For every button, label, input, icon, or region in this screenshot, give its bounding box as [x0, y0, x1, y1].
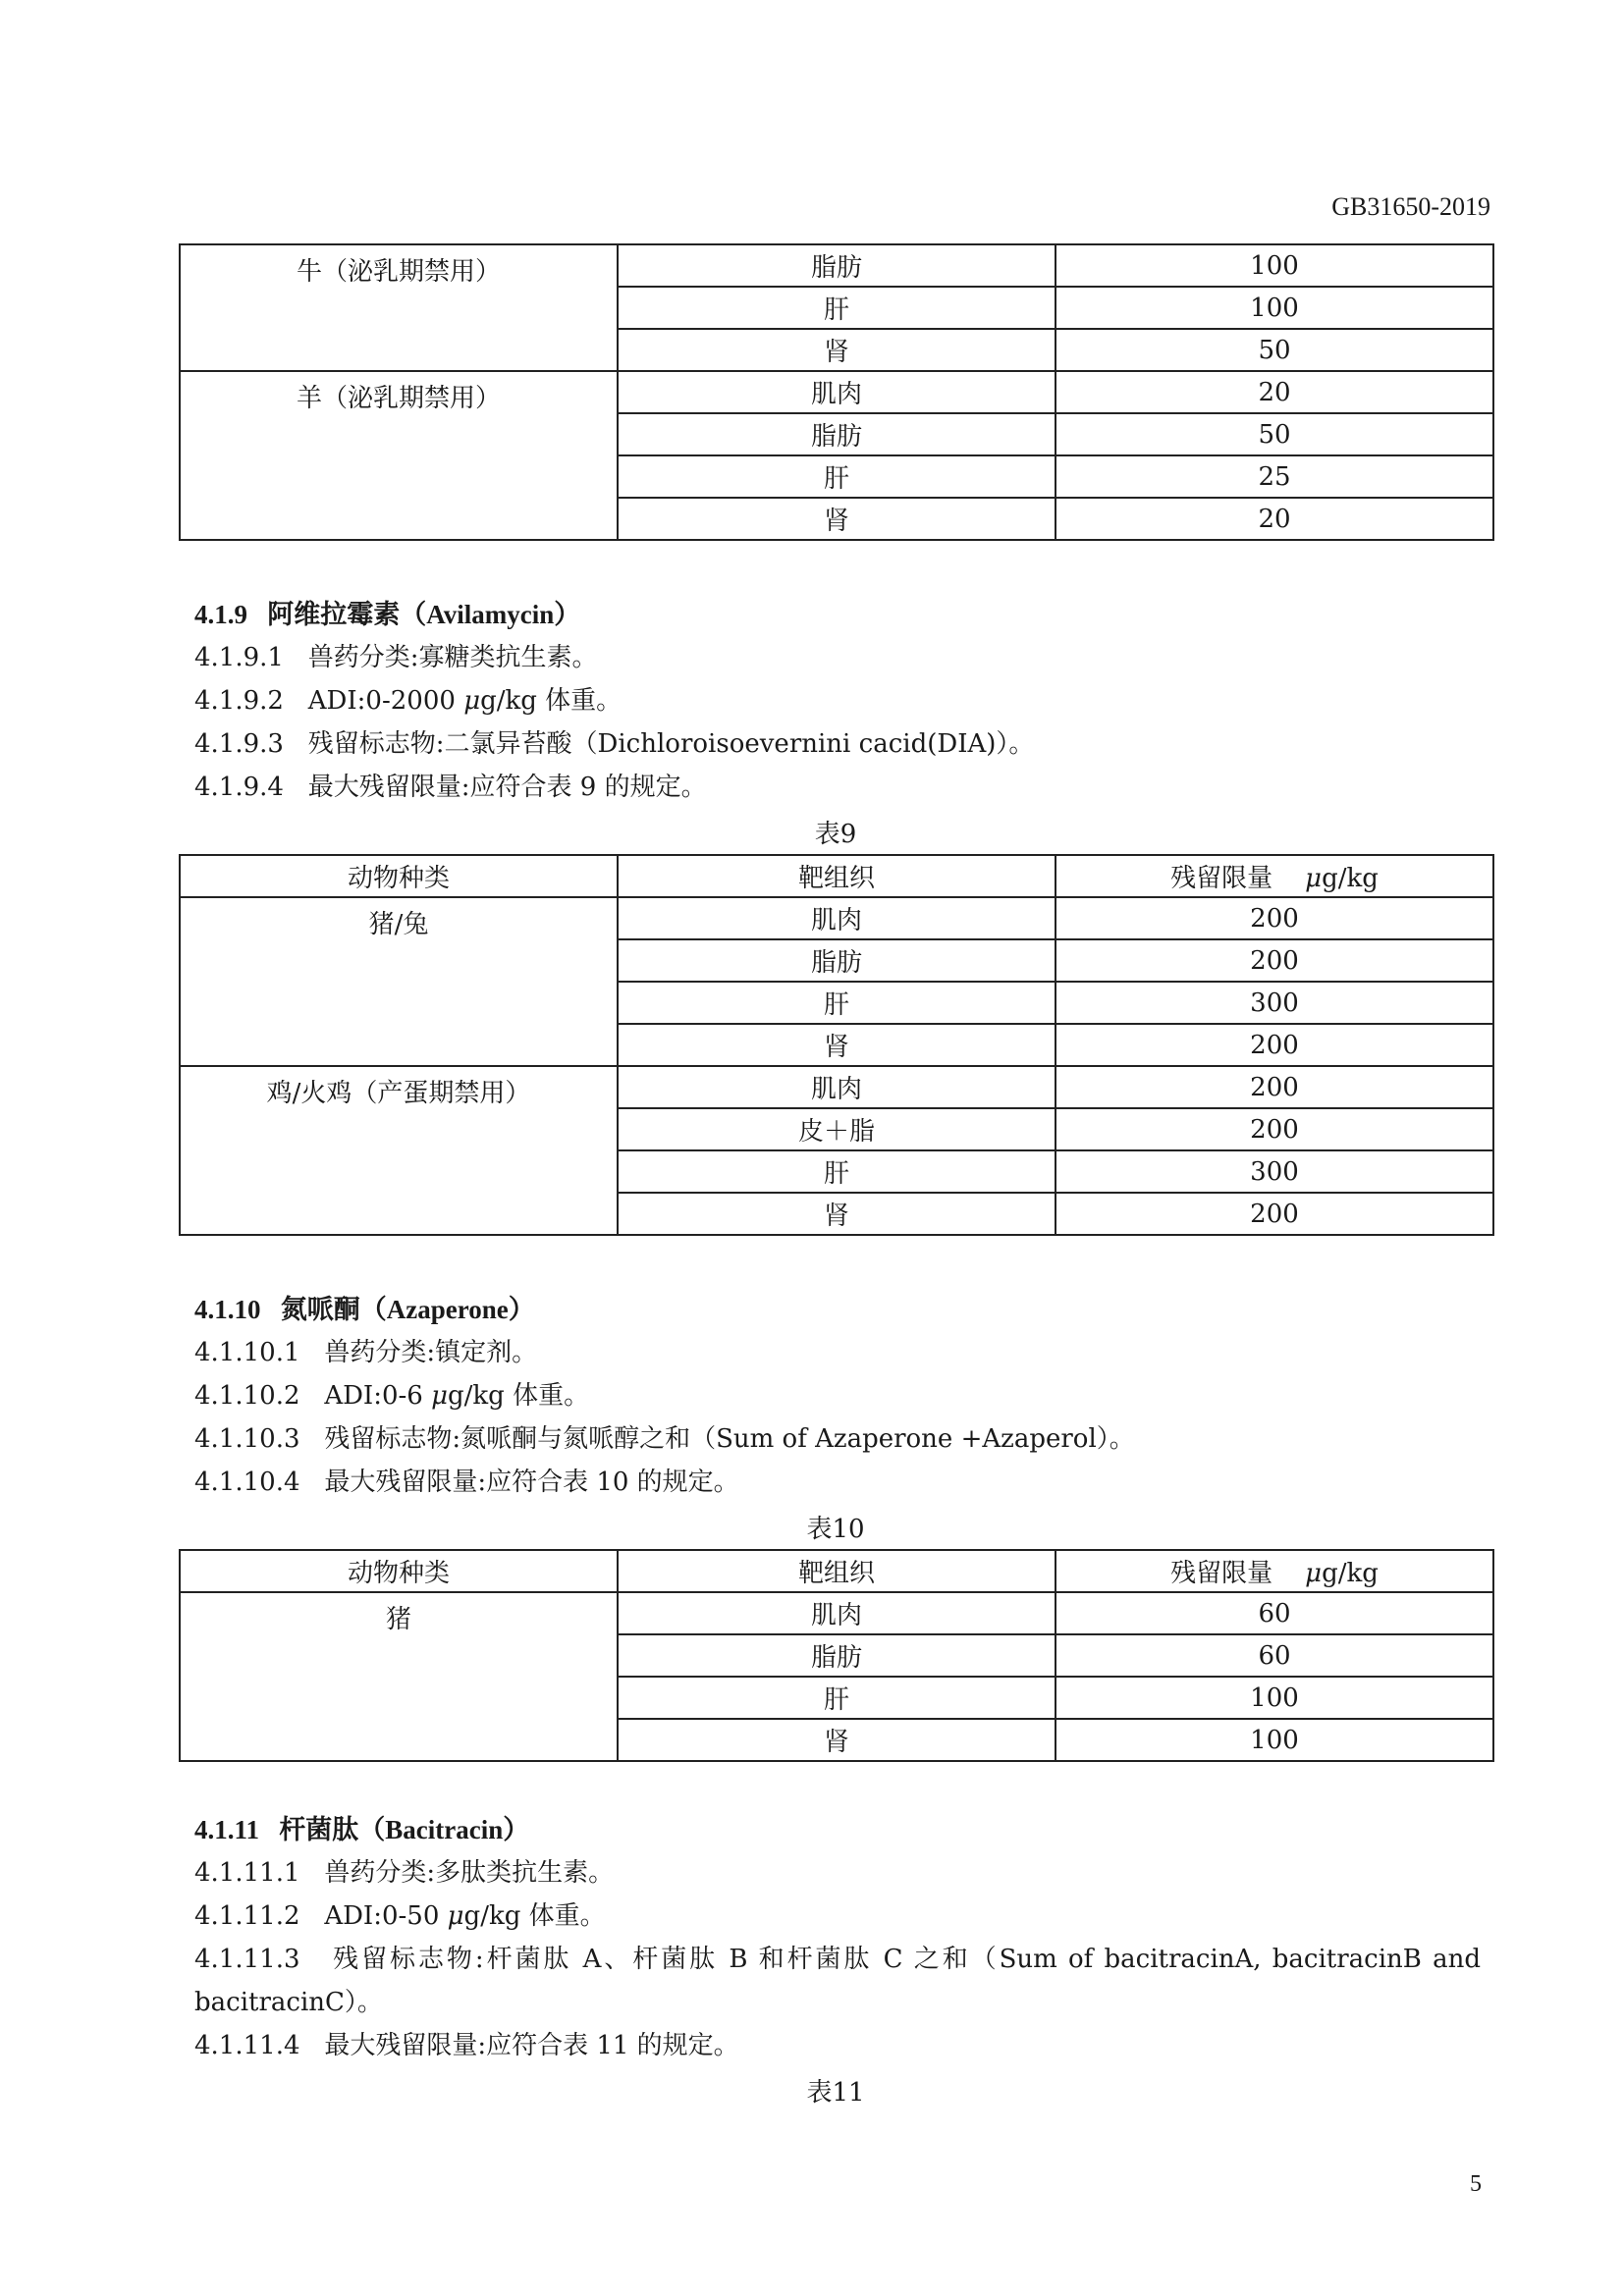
section-4-1-11 [194, 1808, 1481, 2067]
limit-cell: 25 [1056, 455, 1493, 498]
tissue-cell: 肌肉 [618, 1066, 1056, 1108]
limit-cell: 100 [1056, 287, 1493, 329]
animal-cell: 牛（泌乳期禁用） [180, 244, 618, 371]
table-caption: 表9 [814, 820, 857, 849]
limit-cell: 300 [1056, 1150, 1493, 1193]
section-heading [194, 593, 1481, 636]
column-header: 动物种类 [180, 855, 618, 897]
column-header: 靶组织 [618, 855, 1056, 897]
column-header: 残留限量 μg/kg [1056, 855, 1493, 897]
tissue-cell: 脂肪 [618, 939, 1056, 982]
section-heading [194, 1808, 1481, 1851]
tissue-cell: 皮＋脂 [618, 1108, 1056, 1150]
table-9 [179, 854, 1494, 1236]
limit-cell: 20 [1056, 498, 1493, 540]
tissue-cell: 肌肉 [618, 371, 1056, 413]
item-number: 4.1.9.4 [194, 773, 284, 802]
paragraph [194, 1374, 1481, 1417]
item-number: 4.1.10.1 [194, 1338, 300, 1367]
heading-en: （Azaperone） [359, 1295, 535, 1324]
animal-cell: 猪/兔 [180, 897, 618, 1066]
paragraph [194, 636, 1481, 679]
paragraph [194, 1461, 1481, 1504]
item-text: 兽药分类:镇定剂。 [324, 1338, 538, 1367]
limit-cell: 200 [1056, 897, 1493, 939]
item-text: g/kg 体重。 [448, 1381, 590, 1411]
column-header: 靶组织 [618, 1550, 1056, 1592]
heading-number: 4.1.10 [194, 1295, 261, 1324]
item-text: 最大残留限量:应符合表 10 的规定。 [324, 1468, 739, 1497]
paragraph [194, 766, 1481, 809]
item-text: g/kg 体重。 [480, 686, 623, 716]
table-caption: 表10 [806, 1515, 865, 1544]
tissue-cell: 肾 [618, 1024, 1056, 1066]
paragraph [194, 1417, 1481, 1461]
paragraph [194, 1331, 1481, 1374]
item-number: 4.1.11.3 [194, 1945, 300, 1974]
section-4-1-9 [194, 593, 1481, 809]
document-code: GB31650-2019 [1331, 192, 1490, 221]
item-text: 兽药分类:多肽类抗生素。 [324, 1858, 615, 1888]
limit-cell: 300 [1056, 982, 1493, 1024]
unit-text: g/kg [1322, 1559, 1379, 1588]
heading-number: 4.1.9 [194, 600, 247, 629]
item-text: 残留标志物:氮哌酮与氮哌醇之和（Sum of Azaperone +Azaperol）。 [324, 1424, 1135, 1454]
table-row [180, 897, 1493, 939]
paragraph [194, 1895, 1481, 1938]
paragraph [194, 1851, 1481, 1895]
tissue-cell: 肌肉 [618, 897, 1056, 939]
table-row [180, 371, 1493, 413]
mu-symbol: μ [1305, 864, 1323, 893]
item-number: 4.1.10.3 [194, 1424, 300, 1454]
section-4-1-10 [194, 1288, 1481, 1504]
tissue-cell: 肝 [618, 1677, 1056, 1719]
item-text: ADI:0-6 [324, 1381, 432, 1411]
limit-cell: 100 [1056, 1719, 1493, 1761]
item-text: 兽药分类:寡糖类抗生素。 [307, 643, 598, 672]
tissue-cell: 肝 [618, 982, 1056, 1024]
tissue-cell: 肝 [618, 1150, 1056, 1193]
table-row [180, 1066, 1493, 1108]
item-text: ADI:0-2000 [307, 686, 464, 716]
column-header: 残留限量 μg/kg [1056, 1550, 1493, 1592]
item-number: 4.1.9.2 [194, 686, 284, 716]
tissue-cell: 肾 [618, 329, 1056, 371]
animal-cell: 鸡/火鸡（产蛋期禁用） [180, 1066, 618, 1235]
paragraph [194, 2024, 1481, 2067]
limit-cell: 60 [1056, 1634, 1493, 1677]
limit-cell: 200 [1056, 1024, 1493, 1066]
limit-cell: 200 [1056, 939, 1493, 982]
tissue-cell: 肾 [618, 1719, 1056, 1761]
tissue-cell: 脂肪 [618, 413, 1056, 455]
paragraph [194, 679, 1481, 722]
item-text: 最大残留限量:应符合表 9 的规定。 [307, 773, 707, 802]
tissue-cell: 肾 [618, 498, 1056, 540]
mu-symbol: μ [1305, 1559, 1323, 1588]
table-8-continued [179, 243, 1494, 541]
table-row [180, 1592, 1493, 1634]
item-number: 4.1.9.1 [194, 643, 284, 672]
limit-cell: 100 [1056, 1677, 1493, 1719]
heading-cn: 氮哌酮 [280, 1295, 360, 1325]
limit-cell: 100 [1056, 244, 1493, 287]
table-header-row [180, 1550, 1493, 1592]
tissue-cell: 肝 [618, 455, 1056, 498]
heading-en: （Bacitracin） [358, 1815, 530, 1844]
limit-cell: 50 [1056, 413, 1493, 455]
unit-text: g/kg [1322, 864, 1379, 893]
paragraph [194, 722, 1481, 766]
tissue-cell: 肾 [618, 1193, 1056, 1235]
limit-cell: 20 [1056, 371, 1493, 413]
item-text: 残留标志物:二氯异苔酸（Dichloroisoevernini cacid(DIA)）。 [307, 729, 1035, 759]
limit-cell: 200 [1056, 1066, 1493, 1108]
item-text: g/kg 体重。 [463, 1901, 606, 1931]
animal-cell: 羊（泌乳期禁用） [180, 371, 618, 540]
item-text: 最大残留限量:应符合表 11 的规定。 [324, 2031, 739, 2060]
tissue-cell: 脂肪 [618, 1634, 1056, 1677]
heading-cn: 阿维拉霉素 [267, 600, 401, 630]
item-text: ADI:0-50 [324, 1901, 448, 1931]
limit-cell: 50 [1056, 329, 1493, 371]
table-header-row [180, 855, 1493, 897]
heading-en: （Avilamycin） [400, 600, 581, 629]
tissue-cell: 脂肪 [618, 244, 1056, 287]
tissue-cell: 肌肉 [618, 1592, 1056, 1634]
mu-symbol: μ [463, 686, 481, 716]
item-text: bacitracinC）。 [194, 1988, 383, 2017]
table-row [180, 244, 1493, 287]
item-number: 4.1.11.4 [194, 2031, 300, 2060]
limit-cell: 200 [1056, 1108, 1493, 1150]
paragraph-continuation [194, 1981, 1481, 2024]
item-text: 残留标志物:杆菌肽 A、杆菌肽 B 和杆菌肽 C 之和（Sum of bacitracinA, bacitracinB and [333, 1945, 1481, 1974]
limit-cell: 200 [1056, 1193, 1493, 1235]
paragraph [194, 1938, 1481, 1981]
limit-cell: 60 [1056, 1592, 1493, 1634]
table-10 [179, 1549, 1494, 1762]
item-number: 4.1.9.3 [194, 729, 284, 759]
column-header: 动物种类 [180, 1550, 618, 1592]
table-caption: 表11 [806, 2078, 865, 2108]
tissue-cell: 肝 [618, 287, 1056, 329]
animal-cell: 猪 [180, 1592, 618, 1761]
item-number: 4.1.10.4 [194, 1468, 300, 1497]
item-number: 4.1.10.2 [194, 1381, 300, 1411]
heading-number: 4.1.11 [194, 1815, 260, 1844]
mu-symbol: μ [447, 1901, 464, 1931]
heading-cn: 杆菌肽 [279, 1815, 359, 1845]
section-heading [194, 1288, 1481, 1331]
item-number: 4.1.11.1 [194, 1858, 300, 1888]
item-number: 4.1.11.2 [194, 1901, 300, 1931]
mu-symbol: μ [431, 1381, 449, 1411]
page-number: 5 [1470, 2171, 1482, 2197]
